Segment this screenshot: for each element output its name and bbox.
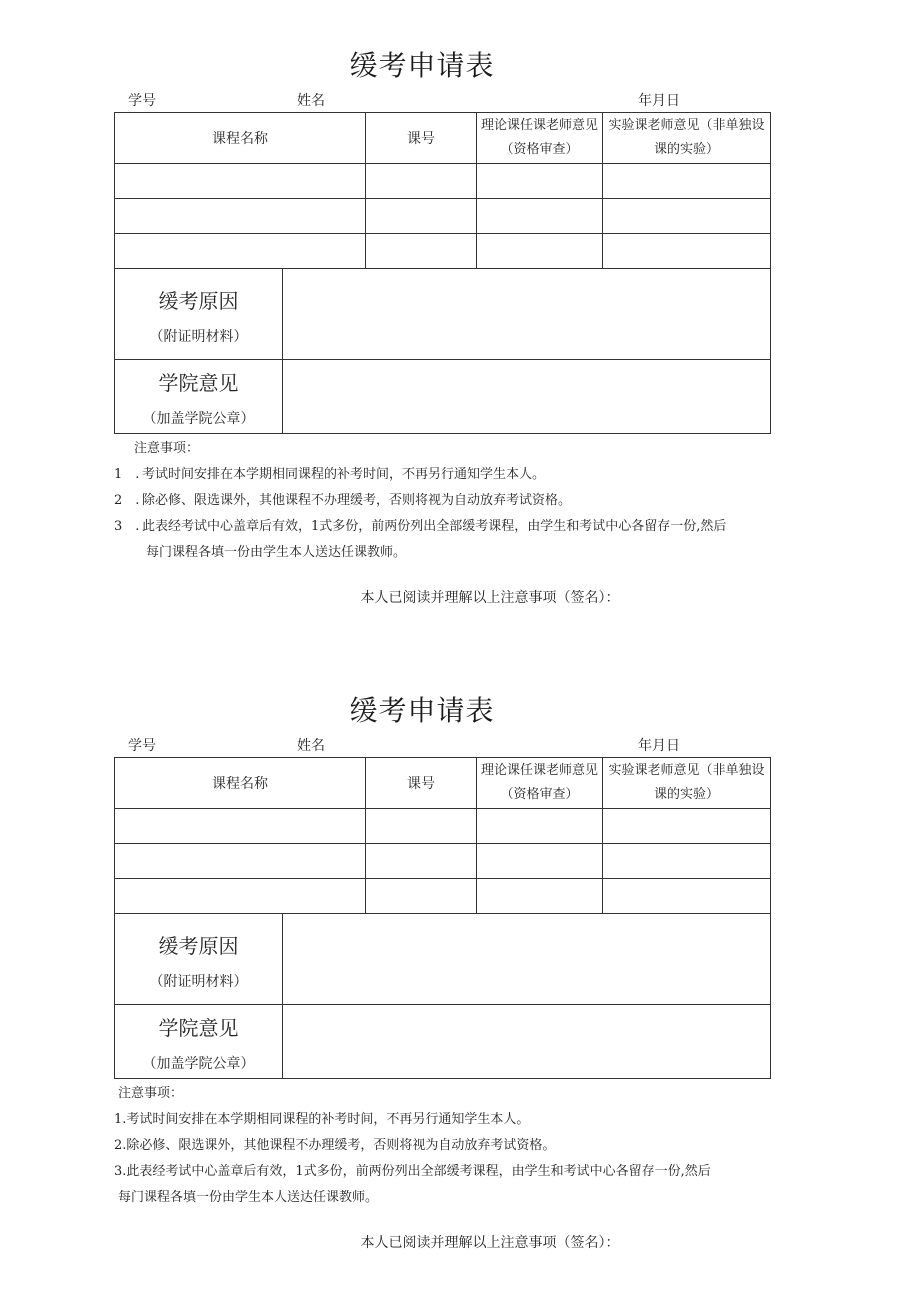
- note-continuation: 每门课程各填一份由学生本人送达任课教师。: [118, 1190, 379, 1205]
- note-number: 2 .: [114, 493, 140, 508]
- reason-row: [115, 914, 771, 1005]
- name-label: 姓名: [297, 738, 325, 754]
- note-continuation: 每门课程各填一份由学生本人送达任课教师。: [146, 545, 407, 560]
- lab-opinion-cell[interactable]: [603, 879, 771, 914]
- theory-opinion-cell[interactable]: [477, 809, 603, 844]
- reason-label: 缓考原因: [158, 933, 239, 958]
- lab-opinion-cell[interactable]: [603, 199, 771, 234]
- course-name-cell[interactable]: [115, 164, 366, 199]
- col-course-name: 课程名称: [115, 758, 366, 809]
- table-row: [115, 199, 771, 234]
- table-row: [115, 164, 771, 199]
- note-number: 1 .: [114, 467, 140, 482]
- course-no-cell[interactable]: [366, 199, 477, 234]
- col-course-no: 课号: [366, 113, 477, 164]
- note-item: [114, 1159, 784, 1185]
- college-sublabel: （加盖学院公章）: [142, 411, 255, 427]
- notes-title: 注意事项：: [118, 1086, 184, 1101]
- course-name-cell[interactable]: [115, 234, 366, 269]
- note-text: 除必修、限选课外，其他课程不办理缓考，否则将视为自动放弃考试资格。: [142, 493, 572, 508]
- signature-line: 本人已阅读并理解以上注意事项（签名）：: [360, 590, 620, 606]
- course-no-cell[interactable]: [366, 234, 477, 269]
- form-title: 缓考申请表: [349, 49, 495, 82]
- note-item: [114, 514, 784, 540]
- table-row: [115, 879, 771, 914]
- note-text: 此表经考试中心盖章后有效，1式多份，前两份列出全部缓考课程，由学生和考试中心各留存一份,然后: [142, 519, 727, 534]
- table-row: [115, 809, 771, 844]
- reason-label-cell: [115, 914, 283, 1005]
- course-name-cell[interactable]: [115, 879, 366, 914]
- course-name-cell[interactable]: [115, 844, 366, 879]
- deferral-form-2: [0, 645, 920, 1285]
- course-table: [114, 757, 771, 914]
- col-course-no: 课号: [366, 758, 477, 809]
- student-id-label: 学号: [128, 93, 156, 109]
- table-header-row: [115, 113, 771, 164]
- college-label-cell: [115, 1005, 283, 1079]
- reason-label: 缓考原因: [158, 288, 239, 313]
- note-text: 除必修、限选课外，其他课程不办理缓考，否则将视为自动放弃考试资格。: [126, 1138, 556, 1153]
- college-row: [115, 360, 771, 434]
- college-label: 学院意见: [158, 371, 239, 395]
- reason-sublabel: （附证明材料）: [149, 973, 248, 990]
- table-row: [115, 234, 771, 269]
- col-lab-teacher-opinion: 实验课老师意见（非单独设课的实验）: [603, 113, 771, 164]
- note-number: 2.: [114, 1138, 127, 1153]
- form-title: 缓考申请表: [349, 694, 495, 727]
- lab-opinion-cell[interactable]: [603, 844, 771, 879]
- student-id-label: 学号: [128, 738, 156, 754]
- college-label-cell: [115, 360, 283, 434]
- course-no-cell[interactable]: [366, 844, 477, 879]
- note-number: 3 .: [114, 519, 140, 534]
- theory-opinion-cell[interactable]: [477, 844, 603, 879]
- lab-opinion-cell[interactable]: [603, 164, 771, 199]
- notes-section: [114, 436, 784, 566]
- note-number: 1.: [114, 1112, 127, 1127]
- reason-label-cell: [115, 269, 283, 360]
- reason-and-college-table: [114, 268, 771, 434]
- lab-opinion-cell[interactable]: [603, 234, 771, 269]
- note-item: [114, 462, 784, 488]
- deferral-form-1: [0, 0, 920, 640]
- col-lab-teacher-opinion: 实验课老师意见（非单独设课的实验）: [603, 758, 771, 809]
- college-row: [115, 1005, 771, 1079]
- note-text: 考试时间安排在本学期相同课程的补考时间，不再另行通知学生本人。: [142, 467, 546, 482]
- college-opinion-cell[interactable]: [283, 1005, 771, 1079]
- course-name-cell[interactable]: [115, 809, 366, 844]
- college-opinion-cell[interactable]: [283, 360, 771, 434]
- signature-line: 本人已阅读并理解以上注意事项（签名）：: [360, 1235, 620, 1251]
- reason-input-cell[interactable]: [283, 914, 771, 1005]
- date-label: 年月日: [638, 738, 680, 754]
- name-label: 姓名: [297, 93, 325, 109]
- col-theory-teacher-opinion: 理论课任课老师意见（资格审查）: [477, 113, 603, 164]
- lab-opinion-cell[interactable]: [603, 809, 771, 844]
- col-course-name: 课程名称: [115, 113, 366, 164]
- course-name-cell[interactable]: [115, 199, 366, 234]
- col-theory-teacher-opinion: 理论课任课老师意见（资格审查）: [477, 758, 603, 809]
- theory-opinion-cell[interactable]: [477, 234, 603, 269]
- note-item: [114, 1133, 784, 1159]
- note-text: 此表经考试中心盖章后有效，1式多份，前两份列出全部缓考课程，由学生和考试中心各留存一份,然后: [126, 1164, 711, 1179]
- course-no-cell[interactable]: [366, 164, 477, 199]
- theory-opinion-cell[interactable]: [477, 199, 603, 234]
- notes-title: 注意事项：: [134, 441, 200, 456]
- table-row: [115, 844, 771, 879]
- reason-and-college-table: [114, 913, 771, 1079]
- course-no-cell[interactable]: [366, 879, 477, 914]
- reason-row: [115, 269, 771, 360]
- reason-sublabel: （附证明材料）: [149, 328, 248, 345]
- theory-opinion-cell[interactable]: [477, 164, 603, 199]
- course-no-cell[interactable]: [366, 809, 477, 844]
- reason-input-cell[interactable]: [283, 269, 771, 360]
- note-item: [114, 488, 784, 514]
- date-label: 年月日: [638, 93, 680, 109]
- course-table: [114, 112, 771, 269]
- theory-opinion-cell[interactable]: [477, 879, 603, 914]
- college-sublabel: （加盖学院公章）: [142, 1056, 255, 1072]
- note-number: 3.: [114, 1164, 127, 1179]
- college-label: 学院意见: [158, 1016, 239, 1040]
- note-item: [114, 1107, 784, 1133]
- note-text: 考试时间安排在本学期相同课程的补考时间，不再另行通知学生本人。: [126, 1112, 530, 1127]
- notes-section: [114, 1081, 784, 1211]
- table-header-row: [115, 758, 771, 809]
